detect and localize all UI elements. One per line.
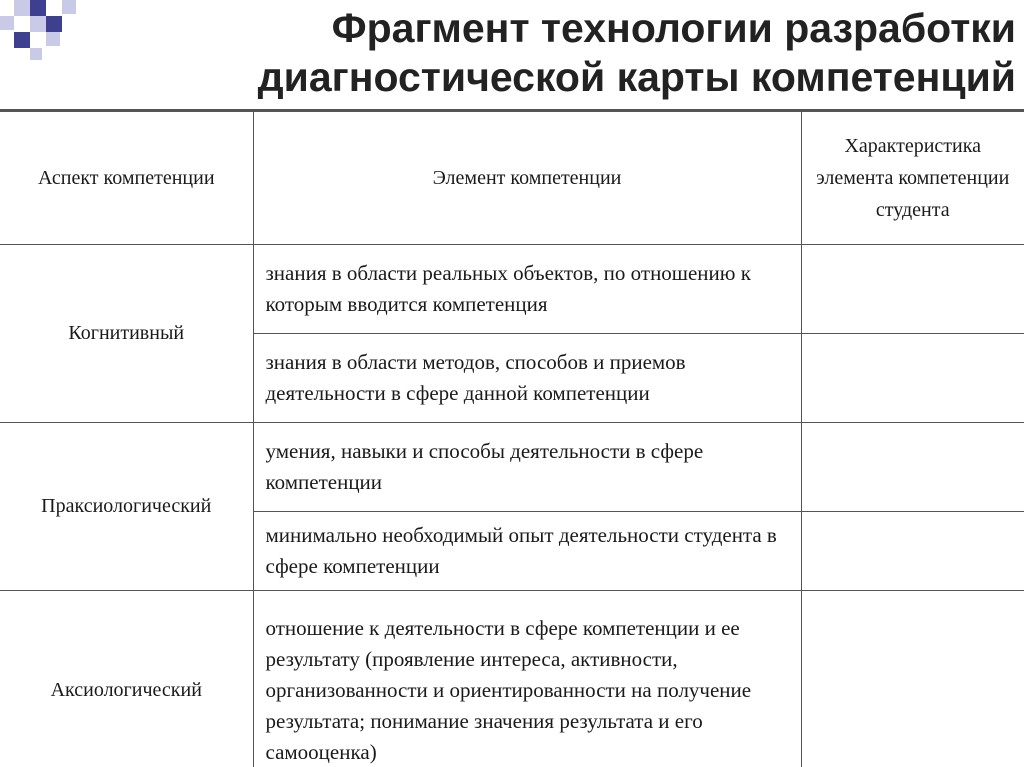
characteristic-cell (801, 591, 1024, 767)
decorative-square (0, 16, 14, 30)
element-cell: знания в области реальных объектов, по отношению к которым вводится компетенция (253, 245, 801, 334)
decorative-square (14, 0, 30, 16)
header-aspect: Аспект компетенции (0, 112, 253, 245)
table-row (0, 423, 1024, 512)
decorative-square (30, 16, 46, 32)
table-row (0, 591, 1024, 767)
aspect-cell-axiological: Аксиологический (0, 591, 253, 767)
header-characteristic (801, 112, 1024, 245)
element-cell: минимально необходимый опыт деятельности студента в сфере компетенции (253, 512, 801, 591)
characteristic-cell (801, 245, 1024, 334)
aspect-cell-cognitive: Когнитивный (0, 245, 253, 423)
decorative-square (46, 16, 62, 32)
competence-table (0, 111, 1024, 767)
characteristic-cell (801, 423, 1024, 512)
decorative-square (46, 32, 60, 46)
decorative-square (14, 32, 30, 48)
table-row (0, 245, 1024, 334)
element-cell: отношение к деятельности в сфере компетенции и ее результату (проявление интереса, активности, организованности и ориентированности на получение результата; понимание значения результата и его самооценка) (253, 591, 801, 767)
decorative-square (30, 48, 42, 60)
header-characteristic-text: Характеристика элемента компетенции студента (816, 135, 1010, 221)
header-element: Элемент компетенции (253, 112, 801, 245)
characteristic-cell (801, 512, 1024, 591)
competence-table-container (0, 109, 1024, 767)
element-cell: умения, навыки и способы деятельности в сфере компетенции (253, 423, 801, 512)
element-cell: знания в области методов, способов и приемов деятельности в сфере данной компетенции (253, 334, 801, 423)
table-header-row (0, 112, 1024, 245)
characteristic-cell (801, 334, 1024, 423)
decorative-squares (0, 0, 90, 60)
decorative-square (62, 0, 76, 14)
decorative-square (30, 0, 46, 16)
page-title: Фрагмент технологии разработки диагностической карты компетенций (257, 5, 1016, 100)
aspect-cell-praxeological: Праксиологический (0, 423, 253, 591)
